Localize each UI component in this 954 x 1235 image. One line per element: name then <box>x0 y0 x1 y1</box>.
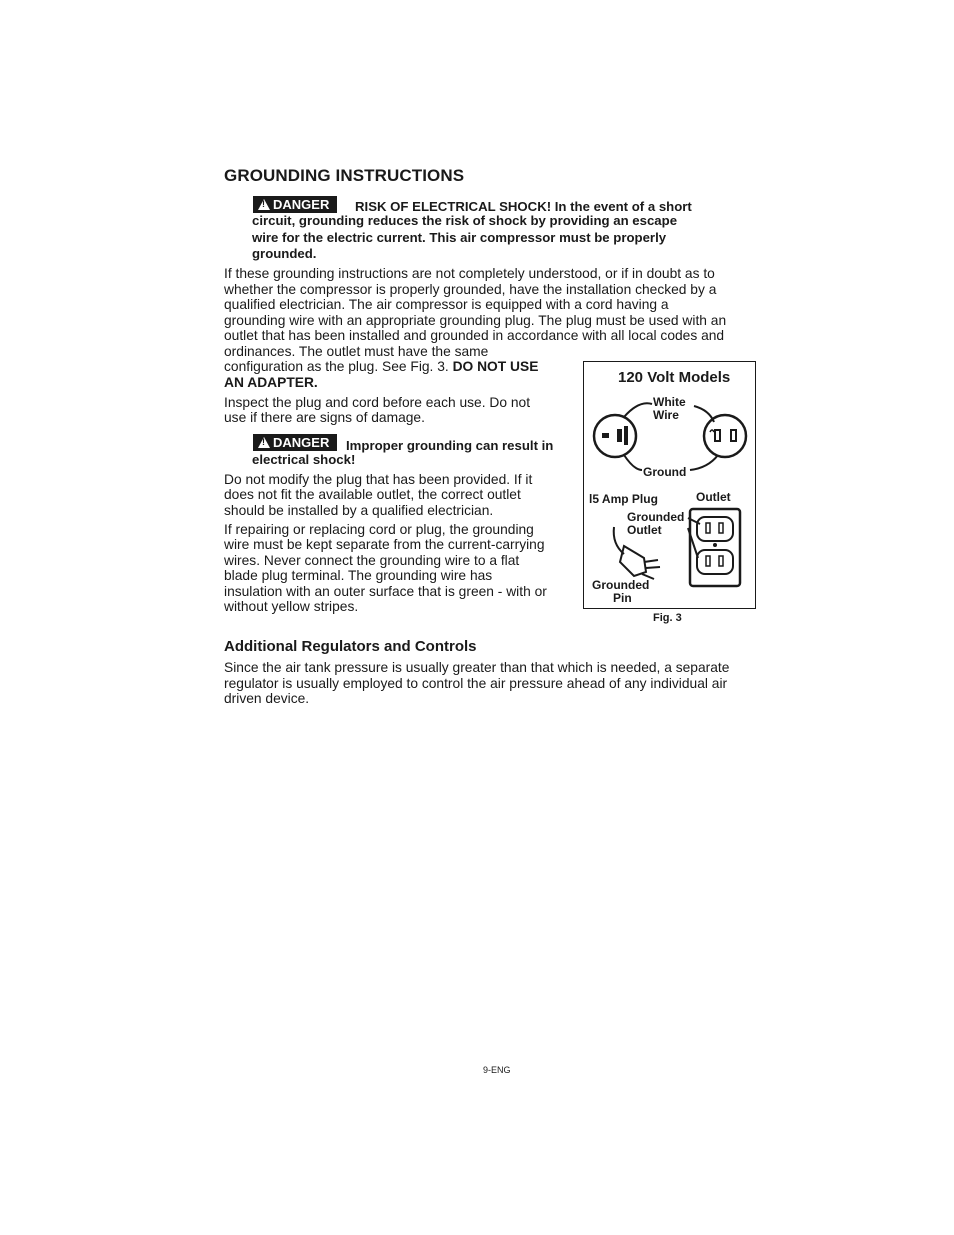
danger-1-line: circuit, grounding reduces the risk of shock by providing an escape <box>252 213 678 228</box>
danger-badge <box>253 196 337 213</box>
paragraph-line: outlet that has been installed and grounded in accordance with all local codes and <box>224 328 725 343</box>
adapter-warning: AN ADAPTER. <box>224 375 318 390</box>
label-wire: Wire <box>653 408 679 422</box>
adapter-warning: DO NOT USE <box>452 359 539 374</box>
figure-title: 120 Volt Models <box>618 369 731 386</box>
warning-icon <box>258 437 270 448</box>
figure-3 <box>583 361 756 609</box>
paragraph-line: Do not modify the plug that has been provided. If it <box>224 472 533 487</box>
plug-icon <box>614 527 660 579</box>
label-grounded-outlet: Outlet <box>627 523 662 537</box>
paragraph-line: wires. Never connect the grounding wire to a flat <box>224 553 520 568</box>
danger-1-line: grounded. <box>252 246 317 261</box>
danger-badge-label: DANGER <box>273 197 330 212</box>
label-amp-plug: l5 Amp Plug <box>589 492 658 506</box>
label-ground: Ground <box>643 465 687 479</box>
paragraph-line: wire must be kept separate from the current-carrying <box>224 537 545 552</box>
paragraph-line: driven device. <box>224 691 310 706</box>
paragraph-line <box>224 359 538 375</box>
paragraph-line: grounding wire with an appropriate grounding plug. The plug must be used with an <box>224 313 727 328</box>
danger-1-line: RISK OF ELECTRICAL SHOCK! In the event of a short <box>355 199 692 214</box>
plug-outlet-diagram <box>584 362 755 608</box>
danger-badge-label: DANGER <box>273 435 330 450</box>
figure-caption: Fig. 3 <box>653 612 682 624</box>
paragraph-line: does not fit the available outlet, the correct outlet <box>224 487 521 502</box>
label-grounded-pin: Grounded <box>592 578 650 592</box>
danger-2-line: electrical shock! <box>252 452 356 467</box>
paragraph-text: configuration as the plug. See Fig. 3. <box>224 359 453 374</box>
paragraph-line: If these grounding instructions are not completely understood, or if in doubt as to <box>224 266 715 281</box>
warning-icon <box>258 199 270 210</box>
paragraph-line: qualified electrician. The air compressor is equipped with a cord having a <box>224 297 669 312</box>
paragraph-line: regulator is usually employed to control the air pressure ahead of any individual air <box>224 676 728 691</box>
paragraph-line: Since the air tank pressure is usually greater than that which is needed, a separate <box>224 660 730 675</box>
outlet-face-icon <box>704 415 746 457</box>
paragraph-line: whether the compressor is properly grounded, have the installation checked by a <box>224 282 717 297</box>
danger-2-line: Improper grounding can result in <box>346 438 554 453</box>
paragraph-line: insulation with an outer surface that is green - with or <box>224 584 547 599</box>
paragraph-line: without yellow stripes. <box>224 599 359 614</box>
danger-badge <box>253 434 337 451</box>
label-white: White <box>653 395 686 409</box>
subsection-heading: Additional Regulators and Controls <box>224 638 477 655</box>
label-grounded-outlet: Grounded <box>627 510 685 524</box>
paragraph-line: ordinances. The outlet must have the same <box>224 344 489 359</box>
plug-face-icon <box>594 415 636 457</box>
paragraph-line: Inspect the plug and cord before each use. Do not <box>224 395 531 410</box>
paragraph-line: should be installed by a qualified electrician. <box>224 503 494 518</box>
wall-outlet-icon <box>690 509 740 586</box>
section-heading: GROUNDING INSTRUCTIONS <box>224 166 465 185</box>
page-number: 9-ENG <box>483 1065 511 1075</box>
paragraph-line: If repairing or replacing cord or plug, the grounding <box>224 522 534 537</box>
paragraph-line: use if there are signs of damage. <box>224 410 425 425</box>
danger-1-line: wire for the electric current. This air compressor must be properly <box>252 230 667 245</box>
paragraph-line: blade plug terminal. The grounding wire has <box>224 568 493 583</box>
label-outlet: Outlet <box>696 490 731 504</box>
label-grounded-pin: Pin <box>613 591 632 605</box>
